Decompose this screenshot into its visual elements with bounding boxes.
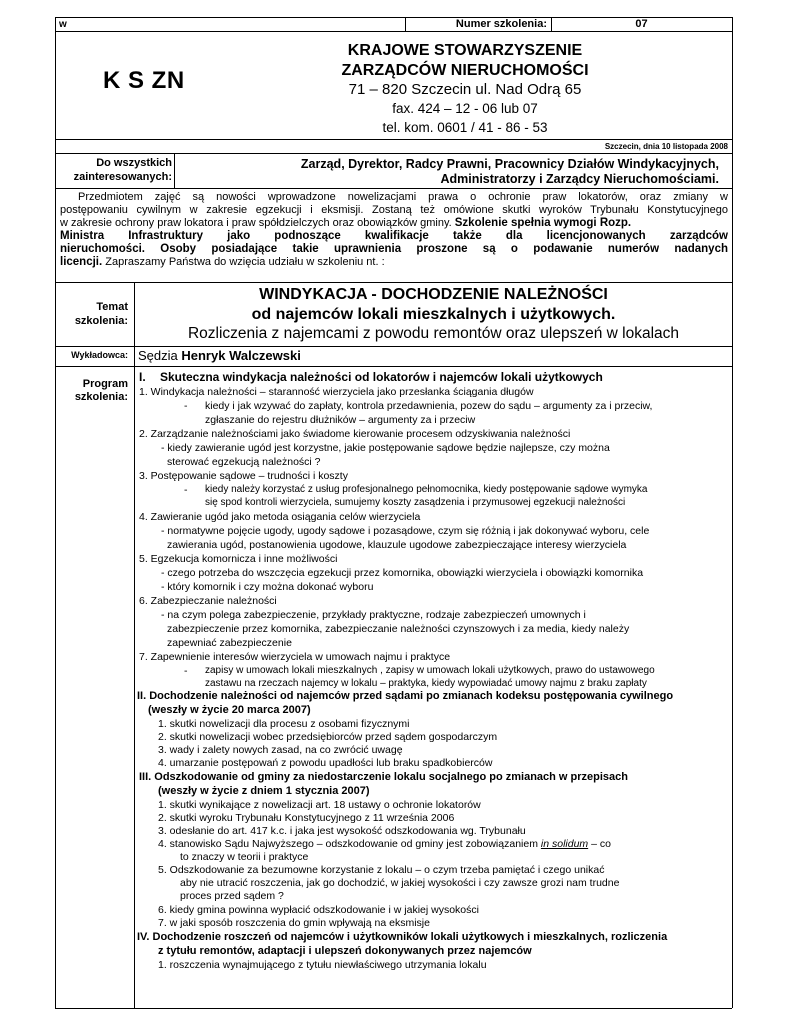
addressees-line2: Administratorzy i Zarządcy Nieruchomościami.: [440, 172, 719, 186]
intro-line3: [60, 217, 728, 230]
topic-title2: od najemców lokali mieszkalnych i użytkowych.: [251, 306, 616, 323]
item-1-6-line1: - na czym polega zabezpieczenie, przykłady praktyczne, rodzaje zabezpieczeń umownych i: [161, 609, 586, 621]
item-1-3-line2: się spod kontroli wierzyciela, sumujemy koszty zasądzenia i przymusowej egzekucji należności: [205, 497, 626, 508]
frame-bottom: [55, 1008, 732, 1009]
frame-line-intro: [55, 282, 732, 283]
intro-line6a: licencji.: [60, 256, 103, 268]
item-1-3-line1: kiedy należy korzystać z usług profesjonalnego pełnomocnika, kiedy postępowanie sądowe wymyka: [205, 484, 648, 495]
item-1-2: 2. Zarządzanie należnościami jako świadome kierowanie procesem odzyskiwania należności: [139, 428, 571, 440]
frame-line-topbar: [55, 31, 732, 32]
program-label-line2: szkolenia:: [74, 391, 128, 403]
frame-line-lecturer: [55, 366, 732, 367]
intro-line6b: Zapraszamy Państwa do wzięcia udziału w szkoleniu nt. :: [105, 256, 385, 268]
lecturer-label: Wykładowca:: [71, 350, 128, 360]
topic-title1: WINDYKACJA - DOCHODZENIE NALEŻNOŚCI: [259, 286, 608, 303]
org-name-line2: ZARZĄDCÓW NIERUCHOMOŚCI: [341, 62, 589, 79]
program-label-line1: Program: [82, 378, 128, 390]
item-1-2-line1: - kiedy zawieranie ugód jest korzystne, jakie postępowanie sądowe będzie najlepsze, czy można: [161, 442, 610, 454]
item-1-4: 4. Zawieranie ugód jako metoda osiągania celów wierzyciela: [139, 511, 421, 523]
training-number-value: 07: [635, 18, 648, 30]
topic-label: [57, 300, 128, 328]
section-1-title: Skuteczna windykacja należności od lokatorów i najemców lokali użytkowych: [160, 370, 603, 384]
topic-divider: [134, 282, 135, 1008]
frame-right: [732, 17, 733, 1008]
item-3-7: 7. w jaki sposób roszczenia do gmin wpływają na eksmisje: [158, 917, 430, 929]
item-1-5: 5. Egzekucja komornicza i inne możliwości: [139, 553, 338, 565]
topic-label-line2: szkolenia:: [74, 315, 128, 327]
item-2-3: 3. wady i zalety nowych zasad, na co zwrócić uwagę: [158, 744, 403, 756]
item-1-5-line2: - który komornik i czy można dokonać wyboru: [161, 581, 374, 593]
item-1-5-line1: - czego potrzeba do wszczęcia egzekucji przez komornika, obowiązki wierzyciela i obowiązki komornika: [161, 567, 644, 579]
item-3-6: 6. kiedy gmina powinna wypłacić odszkodowanie i w jakiej wysokości: [158, 904, 479, 916]
item-1-3: 3. Postępowanie sądowe – trudności i koszty: [139, 470, 348, 482]
item-1-7-line2: zastawu na rzeczach najemcy w lokalu – praktyka, kiedy wypowiadać umowy najmu z braku zapłaty: [205, 678, 647, 689]
section-1-number: I.: [139, 370, 146, 384]
lecturer-name: [138, 348, 301, 363]
item-3-3: 3. odesłanie do art. 417 k.c. i jaka jest wysokość odszkodowania wg. Trybunału: [158, 825, 526, 837]
frame-line-addressees: [55, 188, 732, 189]
section-4-subtitle: z tytułu remontów, adaptacji i ulepszeń dokonywanych przez najemców: [158, 945, 532, 957]
item-1-4-line1: - normatywne pojęcie ugody, ugody sądowe i pozasądowe, czym się różnią i jak dokonywać wyboru, cele: [161, 525, 650, 537]
org-block: [270, 41, 660, 137]
intro-line4: Ministra Infrastruktury jako podnoszące kwalifikacje także dla licencjonowanych zarządców: [60, 230, 728, 242]
date-line: Szczecin, dnia 10 listopada 2008: [604, 142, 728, 151]
org-tel: tel. kom. 0601 / 41 - 86 - 53: [382, 120, 548, 135]
addressees-label: [57, 156, 172, 184]
item-1-2-line2: sterować egzekucją należności ?: [167, 456, 321, 468]
item-3-4-text: 4. stanowisko Sądu Najwyższego – odszkodowanie od gminy jest zobowiązaniem: [158, 838, 538, 850]
item-1-6-line2: zabezpieczenie przez komornika, zabezpieczanie należności czynszowych i za media, kiedy należy: [167, 623, 630, 635]
intro-line1: Przedmiotem zajęć są nowości wprowadzone nowelizacjami prawa o ochronie praw lokatorów, oraz zmiany w: [78, 191, 728, 203]
item-2-1: 1. skutki nowelizacji dla procesu z osobami fizycznymi: [158, 718, 410, 730]
item-1-1-line2: zgłaszanie do rejestru dłużników – argumenty za i przeciw: [205, 414, 476, 426]
topic-title3: Rozliczenia z najemcami z powodu remontów oraz ulepszeń w lokalach: [187, 325, 680, 342]
intro-line5: nieruchomości. Osoby posiadające takie uprawnienia proszone są o podawanie numerów nadanych: [60, 243, 728, 255]
item-1-3-dash: -: [184, 484, 188, 496]
item-3-5-line3: proces przed sądem ?: [180, 890, 284, 902]
lecturer-surname: Henryk Walczewski: [181, 348, 301, 363]
item-1-1-line1: kiedy i jak wzywać do zapłaty, kontrola przedawnienia, pozew do sądu – argumenty za i przeciw,: [205, 400, 653, 412]
topic-label-line1: Temat: [96, 301, 128, 313]
item-3-4-tail: – co: [591, 838, 611, 850]
section-2-subtitle: (weszły w życie 20 marca 2007): [148, 704, 311, 716]
frame-line-date: [55, 153, 732, 154]
section-3-subtitle: (weszły w życie z dniem 1 stycznia 2007): [158, 785, 370, 797]
intro-line3a: w zakresie ochrony praw lokatora i praw spółdzielczych oraz obowiązków gminy.: [60, 217, 452, 229]
topbar-left: w: [59, 19, 67, 30]
intro-line6: [60, 256, 728, 269]
item-3-5: 5. Odszkodowanie za bezumowne korzystanie z lokalu – o czym trzeba pamiętać i czego unikać: [158, 864, 605, 876]
addressees-line1: Zarząd, Dyrektor, Radcy Prawni, Pracownicy Działów Windykacyjnych,: [300, 157, 719, 171]
item-1-1: 1. Windykacja należności – staranność wierzyciela jako przesłanka ściągania długów: [139, 386, 534, 398]
org-address: 71 – 820 Szczecin ul. Nad Odrą 65: [348, 81, 582, 98]
intro-paragraph: [60, 191, 728, 269]
item-1-1-dash: -: [184, 400, 188, 412]
addressees-label-line2: zainteresowanych:: [73, 171, 172, 183]
addressees-label-line1: Do wszystkich: [96, 157, 172, 169]
lecturer-prefix: Sędzia: [138, 348, 178, 363]
intro-line2: postępowaniu cywilnym w zakresie egzekucji i eksmisji. Zostaną też omówione skutki wyroków Trybunału Konstytucyjnego: [60, 204, 728, 216]
topic-titles: [135, 285, 732, 344]
program-label: [57, 378, 128, 404]
item-1-4-line2: zawierania ugód, postanowienia ugodowe, klauzule ugodowe zabezpieczające interesy wierzyciela: [167, 539, 627, 551]
item-1-6-line3: zapewniać zabezpieczenie: [167, 637, 292, 649]
item-3-4-line2: to znaczy w teorii i praktyce: [180, 851, 309, 863]
item-1-7-dash: -: [184, 665, 188, 677]
item-3-1: 1. skutki wynikające z nowelizacji art. 18 ustawy o ochronie lokatorów: [158, 799, 481, 811]
item-3-4: [158, 838, 611, 850]
item-1-6: 6. Zabezpieczanie należności: [139, 595, 277, 607]
item-2-4: 4. umarzanie postępowań z powodu upadłości lub braku spadkobierców: [158, 757, 493, 769]
section-2-title: II. Dochodzenie należności od najemców przed sądami po zmianach kodeksu postępowania cywilnego: [137, 690, 674, 702]
item-2-2: 2. skutki nowelizacji wobec przedsiębiorców przed sądem gospodarczym: [158, 731, 498, 743]
frame-left: [55, 17, 56, 1008]
frame-line-header: [55, 139, 732, 140]
addressees-divider: [174, 153, 175, 188]
section-4-title: IV. Dochodzenie roszczeń od najemców i użytkowników lokali użytkowych i mieszkalnych, rozliczenia: [137, 931, 668, 943]
item-3-5-line2: aby nie utracić roszczenia, jak go dochodzić, w jakiej wysokości i czy zawsze grozi nam trudne: [180, 877, 620, 889]
org-fax: fax. 424 – 12 - 06 lub 07: [392, 101, 538, 116]
logo: K S ZN: [103, 67, 185, 94]
addressees-text: [180, 157, 719, 187]
training-number-label: Numer szkolenia:: [455, 18, 547, 30]
section-3-title: III. Odszkodowanie od gminy za niedostarczenie lokalu socjalnego po zmianach w przepisach: [139, 771, 629, 783]
intro-line3b: Szkolenie spełnia wymogi Rozp.: [454, 217, 632, 229]
item-1-7-line1: zapisy w umowach lokali mieszkalnych , zapisy w umowach lokali użytkowych, prawo do ustawowego: [205, 665, 655, 676]
frame-line-topic: [55, 346, 732, 347]
item-1-7: 7. Zapewnienie interesów wierzyciela w umowach najmu i praktyce: [139, 651, 451, 663]
org-name-line1: KRAJOWE STOWARZYSZENIE: [347, 42, 583, 59]
item-4-1: 1. roszczenia wynajmującego z tytułu niewłaściwego utrzymania lokalu: [158, 959, 487, 971]
item-3-2: 2. skutki wyroku Trybunału Konstytucyjnego z 11 września 2006: [158, 812, 455, 824]
item-3-4-latin: in solidum: [540, 838, 589, 850]
